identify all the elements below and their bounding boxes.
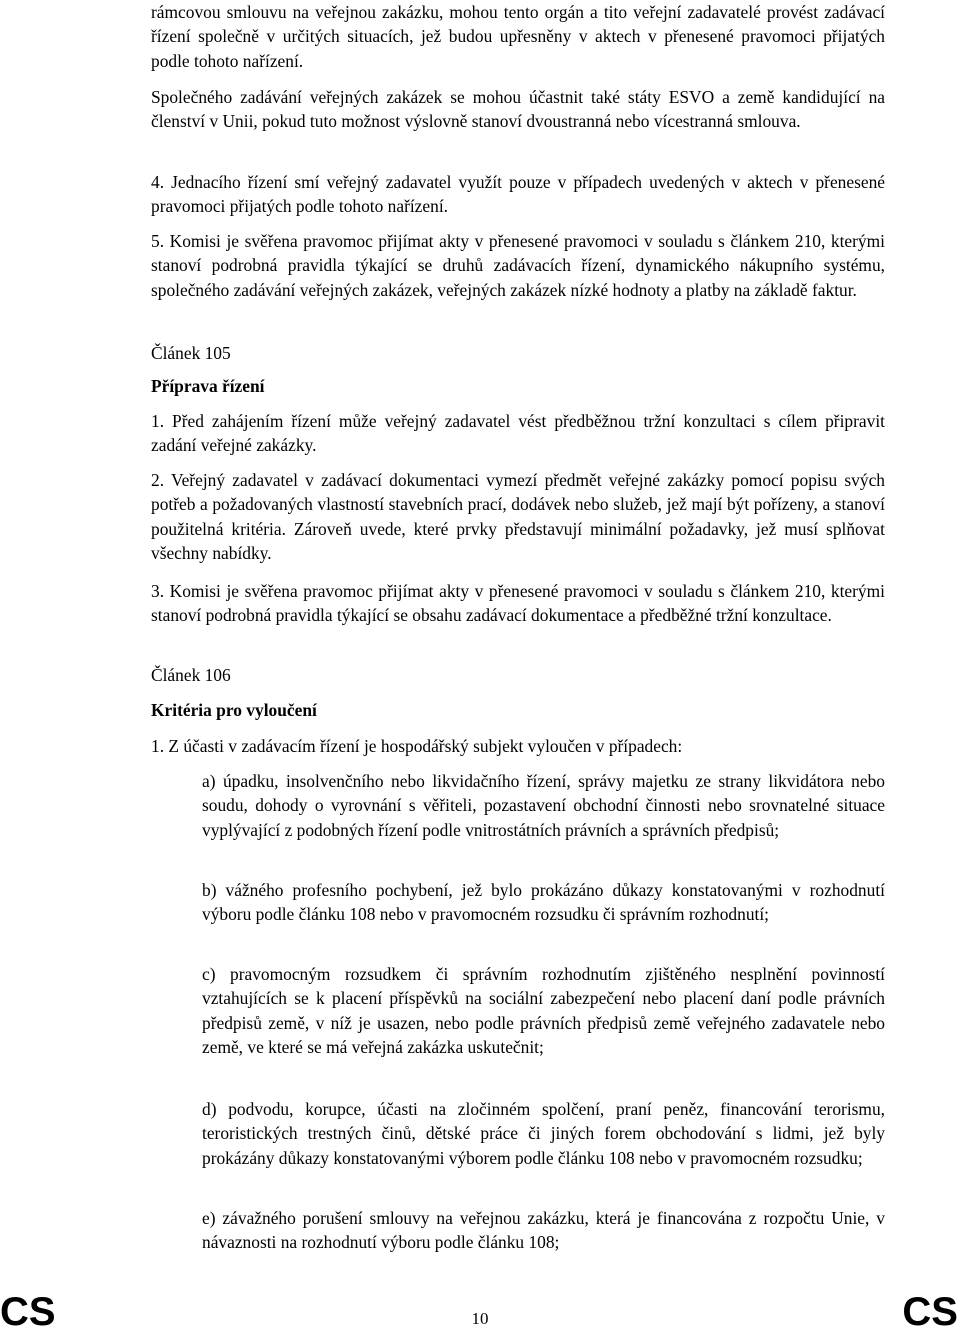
article-105-paragraph-2: 2. Veřejný zadavatel v zadávací dokumentaci vymezí předmět veřejné zakázky pomocí popisu svých potřeb a požadovaných vlastností stavebních prací, dodávek nebo služeb, jež mají být pořízeny, a stanoví použitelná kritéria. Zároveň uvede, které prvky představují minimální požadavky, jež musí splňovat všechny nabídky. — [151, 470, 885, 564]
footer-language-left: CS — [0, 1290, 56, 1334]
article-105-title: Článek 105 — [151, 343, 231, 363]
page-number: 10 — [471, 1309, 489, 1328]
paragraph-esvo: Společného zadávání veřejných zakázek se mohou účastnit také státy ESVO a země kandidující na členství v Unii, pokud tuto možnost výslovně stanoví dvoustranná nebo vícestranná smlouva. — [151, 87, 885, 132]
paragraph-5: 5. Komisi je svěřena pravomoc přijímat akty v přenesené pravomoci v souladu s článkem 210, kterými stanoví podrobná pravidla týkající se druhů zadávacích řízení, dynamického nákupního systému, společného zadávání veřejných zakázek, veřejných zakázek nízké hodnoty a platby na základě faktur. — [151, 231, 885, 300]
list-item-e: e) závažného porušení smlouvy na veřejnou zakázku, která je financována z rozpočtu Unie, v návaznosti na rozhodnutí výboru podle článku 108; — [202, 1208, 885, 1253]
article-106-title: Článek 106 — [151, 665, 231, 685]
article-106-paragraph-1: 1. Z účasti v zadávacím řízení je hospodářský subjekt vyloučen v případech: — [151, 736, 683, 756]
paragraph-4: 4. Jednacího řízení smí veřejný zadavatel využít pouze v případech uvedených v aktech v přenesené pravomoci přijatých podle tohoto nařízení. — [151, 172, 885, 217]
list-item-d: d) podvodu, korupce, účasti na zločinném spolčení, praní peněz, financování terorismu, teroristických trestných činů, dětské práce či jiných forem obchodování s lidmi, jež byly prokázány důkazy konstatovanými výborem podle článku 108 nebo v pravomocném rozsudku; — [202, 1099, 885, 1168]
article-105-paragraph-1: 1. Před zahájením řízení může veřejný zadavatel vést předběžnou tržní konzultaci s cílem připravit zadání veřejné zakázky. — [151, 411, 885, 456]
list-item-a: a) úpadku, insolvenčního nebo likvidačního řízení, správy majetku ze strany likvidátora nebo soudu, dohody o vyrovnání s věřiteli, pozastavení obchodní činnosti nebo srovnatelné situace vyplývající z podobných řízení podle vnitrostátních právních a správních předpisů; — [202, 771, 885, 840]
list-item-b: b) vážného profesního pochybení, jež bylo prokázáno důkazy konstatovanými v rozhodnutí výboru podle článku 108 nebo v pravomocném rozsudku či správním rozhodnutí; — [202, 880, 885, 925]
article-106-heading: Kritéria pro vyloučení — [151, 700, 317, 720]
article-105-heading: Příprava řízení — [151, 376, 265, 396]
footer-language-right: CS — [902, 1290, 958, 1334]
list-item-c: c) pravomocným rozsudkem či správním rozhodnutím zjištěného nesplnění povinností vztahujících se k placení příspěvků na sociální zabezpečení nebo placení daní podle právních předpisů země, v níž je usazen, nebo podle právních předpisů země veřejného zadavatele nebo země, ve které se má veřejná zakázka uskutečnit; — [202, 964, 885, 1058]
article-105-paragraph-3: 3. Komisi je svěřena pravomoc přijímat akty v přenesené pravomoci v souladu s článkem 210, kterými stanoví podrobná pravidla týkající se obsahu zadávací dokumentace a předběžné tržní konzultace. — [151, 581, 885, 626]
paragraph-intro-continued: rámcovou smlouvu na veřejnou zakázku, mohou tento orgán a tito veřejní zadavatelé provést zadávací řízení společně v určitých situacích, jež budou upřesněny v aktech v přenesené pravomoci přijatých podle tohoto nařízení. — [151, 2, 885, 71]
